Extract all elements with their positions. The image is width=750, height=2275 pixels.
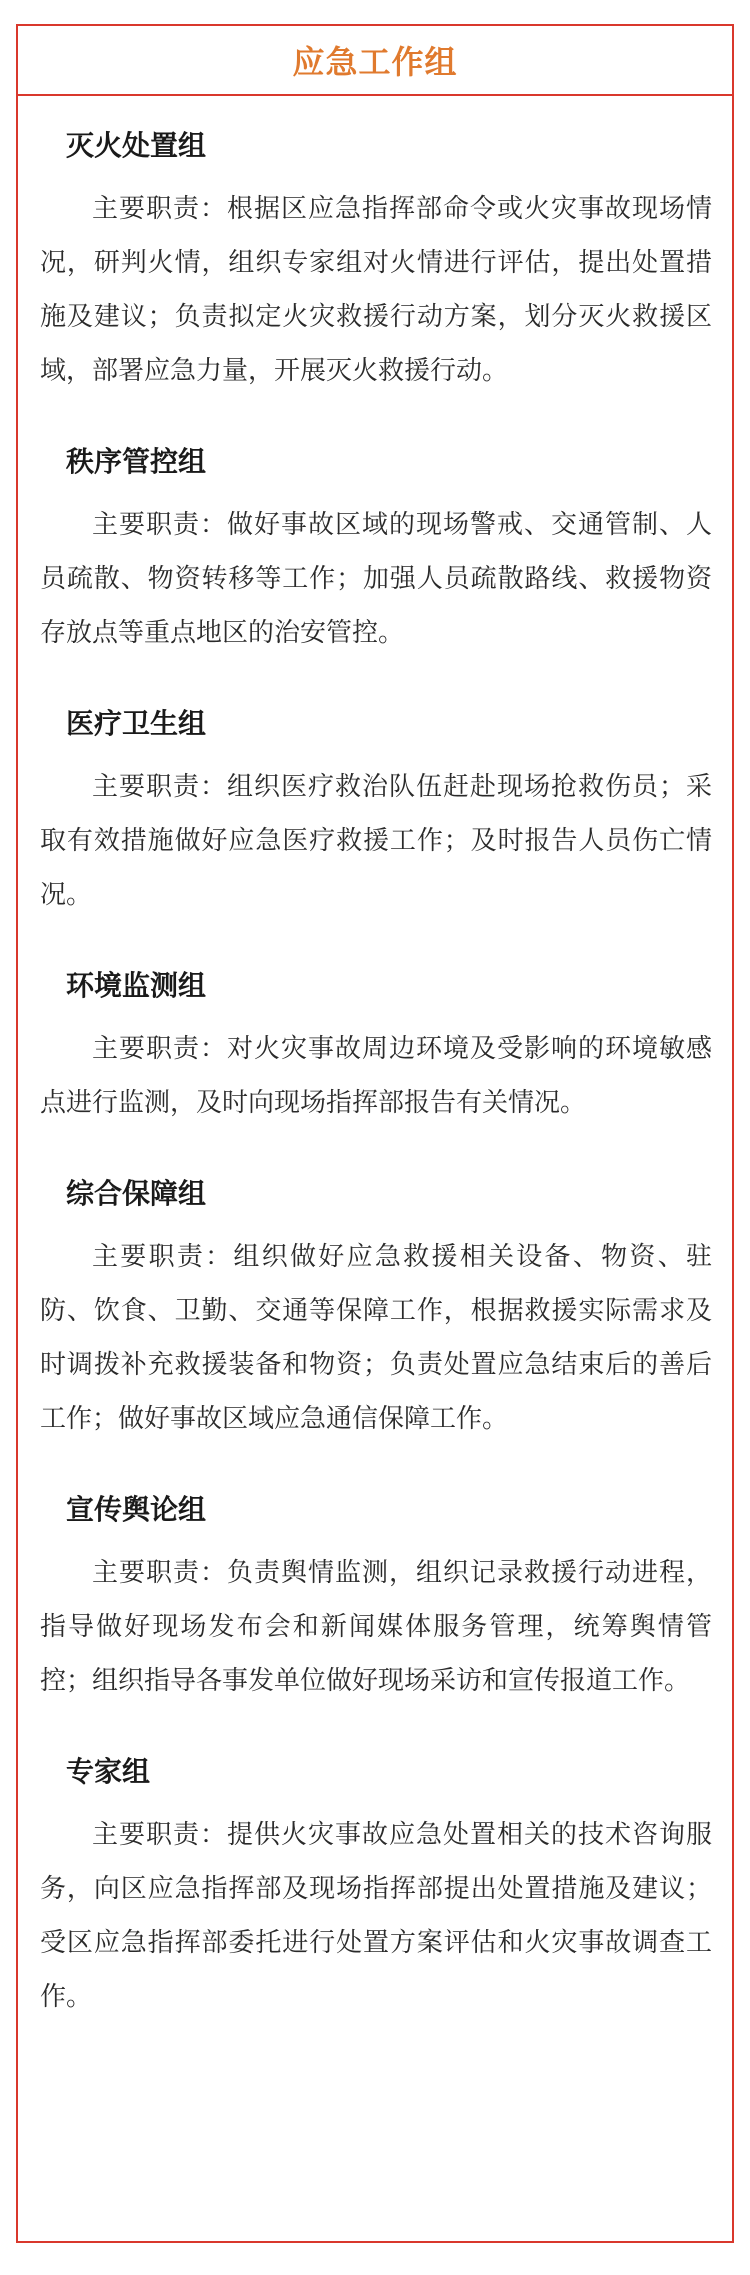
page-title: 应急工作组: [292, 43, 458, 81]
section-title: 医疗卫生组: [66, 707, 207, 740]
section-comprehensive-support: [40, 1168, 712, 1446]
section-body: 主要职责：对火灾事故周边环境及受影响的环境敏感点进行监测，及时向现场指挥部报告有关情况。: [40, 1034, 712, 1118]
section-title: 秩序管控组: [66, 445, 207, 478]
section-title: 灭火处置组: [66, 129, 207, 162]
header-bar: [18, 26, 732, 96]
section-publicity: [40, 1484, 712, 1708]
section-medical: [40, 698, 712, 922]
section-order-control: [40, 436, 712, 660]
sections-container: [18, 96, 732, 2024]
section-body: 主要职责：根据区应急指挥部命令或火灾事故现场情况，研判火情，组织专家组对火情进行评估，提出处置措施及建议；负责拟定火灾救援行动方案，划分灭火救援区域，部署应急力量，开展灭火救援行动。: [40, 194, 712, 386]
section-body: 主要职责：做好事故区域的现场警戒、交通管制、人员疏散、物资转移等工作；加强人员疏散路线、救援物资存放点等重点地区的治安管控。: [40, 510, 712, 648]
document-frame: [16, 24, 734, 2243]
section-title: 综合保障组: [66, 1177, 207, 1210]
section-title: 环境监测组: [66, 969, 207, 1002]
section-body: 主要职责：组织做好应急救援相关设备、物资、驻防、饮食、卫勤、交通等保障工作，根据救援实际需求及时调拨补充救援装备和物资；负责处置应急结束后的善后工作；做好事故区域应急通信保障工作。: [40, 1242, 712, 1434]
section-body: 主要职责：提供火灾事故应急处置相关的技术咨询服务，向区应急指挥部及现场指挥部提出处置措施及建议；受区应急指挥部委托进行处置方案评估和火灾事故调查工作。: [40, 1820, 712, 2012]
section-title: 宣传舆论组: [66, 1493, 207, 1526]
section-experts: [40, 1746, 712, 2024]
section-environment-monitoring: [40, 960, 712, 1130]
section-fire-suppression: [40, 120, 712, 398]
section-body: 主要职责：组织医疗救治队伍赶赴现场抢救伤员；采取有效措施做好应急医疗救援工作；及时报告人员伤亡情况。: [40, 772, 712, 910]
section-title: 专家组: [66, 1755, 151, 1788]
section-body: 主要职责：负责舆情监测，组织记录救援行动进程，指导做好现场发布会和新闻媒体服务管理，统筹舆情管控；组织指导各事发单位做好现场采访和宣传报道工作。: [40, 1558, 712, 1696]
